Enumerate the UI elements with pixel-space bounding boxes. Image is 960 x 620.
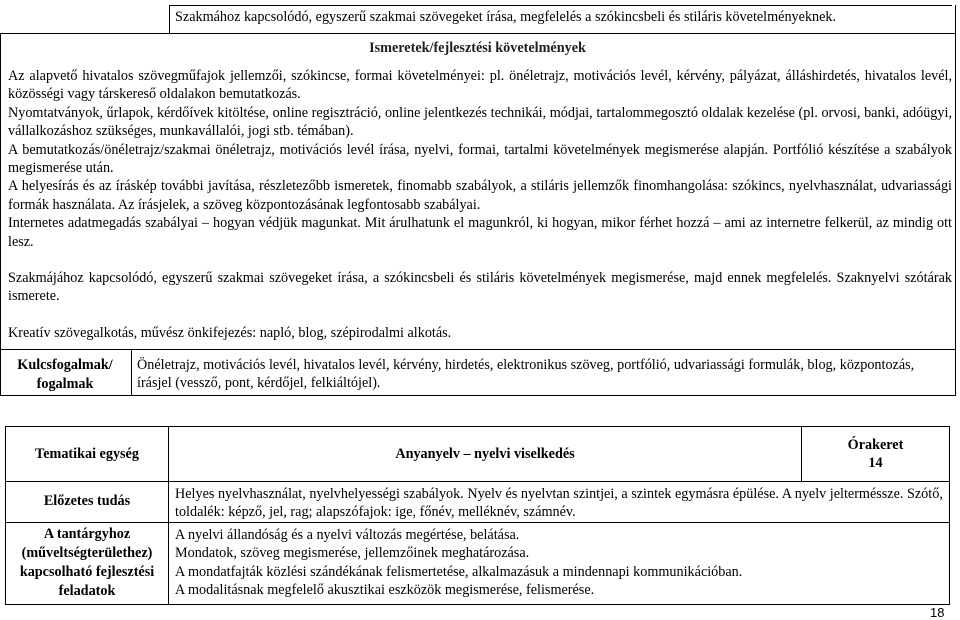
top-note-frame bbox=[169, 5, 952, 33]
thematic-label-cell bbox=[6, 427, 169, 482]
frame-right bbox=[955, 5, 956, 396]
paragraph-cv: A bemutatkozás/önéletrajz/szakmai önéletrajz, motivációs levél írása, nyelvi, formai, tartalmi követelmények megismerése alapján. Portfólió készítése a szabályok megismerése után. bbox=[8, 141, 952, 177]
paragraph-forms: Nyomtatványok, űrlapok, kérdőívek kitöltése, online regisztráció, online jelentkezés technikái, módjai, tartalommegosztó oldalak kezelése (pl. orvosi, banki, adóügyi, vállalkozáshoz szükséges, munkavállalói, jogi stb. témában). bbox=[8, 104, 952, 140]
paragraph-professional: Szakmájához kapcsolódó, egyszerű szakmai szövegeket írása, a szókincsbeli és stiláris követelmények megismerése, majd ennek megfelelés. Szaknyelvi szótárak ismerete. bbox=[8, 270, 952, 305]
top-note: Szakmához kapcsolódó, egyszerű szakmai szövegeket írása, megfelelés a szókincsbeli és stiláris követelményeknek. bbox=[175, 9, 837, 25]
goal-item: A nyelvi állandóság és a nyelvi változás megértése, belátása. bbox=[175, 526, 520, 543]
prereq-label-cell bbox=[6, 482, 169, 523]
keywords-rule bbox=[0, 349, 955, 350]
paragraph-genres: Az alapvető hivatalos szövegműfajok jellemzői, szókincse, formai követelményei: pl. önéletrajz, motivációs levél, kérvény, pályázat, álláshirdetés, hivatalos levél, közösségi vagy társkereső oldalakon bemutatkozás. bbox=[8, 68, 952, 103]
paragraph-creative: Kreatív szövegalkotás, művész önkifejezés: napló, blog, szépirodalmi alkotás. bbox=[8, 324, 452, 341]
paragraph-spelling: A helyesírás és az íráskép további javítása, részletezőbb ismeretek, finomabb szabályok, a stiláris jellemzők finomhangolása: szókincs, nyelvhasználat, udvariassági formák használata. Az írásjelek, a szöveg központozásának legfontosabb szabályai. bbox=[8, 178, 952, 213]
hours-label: Órakeret bbox=[847, 437, 904, 453]
frame-rule-top bbox=[0, 33, 955, 34]
prereq-label: Előzetes tudás bbox=[43, 493, 131, 510]
unit-title-cell bbox=[169, 427, 802, 482]
goals-cell bbox=[169, 522, 950, 604]
knowledge-body bbox=[8, 67, 952, 342]
unit-title: Anyanyelv – nyelvi viselkedés bbox=[395, 445, 575, 462]
goals-label: A tantárgyhoz (műveltségterülethez) kapcsolható fejlesztési feladatok bbox=[19, 526, 155, 600]
hours-value: 14 bbox=[868, 455, 883, 471]
keywords-divider bbox=[131, 349, 132, 395]
hours-cell bbox=[802, 427, 950, 482]
prereq-text: Helyes nyelvhasználat, nyelvhelyességi szabályok. Nyelv és nyelvtan szintjei, a szintek egymásra épülése. A nyelv jelterméssze. Szótő, toldalék: képző, jel, rag; alapszófajok: ige, főnév, melléknév, számnév. bbox=[175, 486, 943, 521]
page-number: 18 bbox=[930, 605, 945, 620]
keywords-text: Önéletrajz, motivációs levél, hivatalos levél, kérvény, hirdetés, elektronikus szöveg, portfólió, udvariassági formulák, blog, központozás, írásjel (vessző, pont, kérdőjel, felkiáltójel). bbox=[137, 357, 915, 392]
top-note-cell bbox=[170, 6, 953, 34]
keywords-label: Kulcsfogalmak/ fogalmak bbox=[17, 357, 113, 392]
thematic-label: Tematikai egység bbox=[35, 445, 139, 462]
unit-table bbox=[5, 426, 950, 605]
prereq-text-cell bbox=[169, 482, 950, 523]
paragraph-internet: Internetes adatmegadás szabályai – hogyan védjük magunkat. Mit árulhatunk el magunkról, ki hogyan, mikor férhet hozzá – ami az internetre felkerül, az mindig ott lesz. bbox=[8, 215, 952, 250]
goal-item: Mondatok, szöveg megismerése, jellemzőinek meghatározása. bbox=[175, 545, 530, 562]
goal-item: A mondatfajták közlési szándékának felismertetése, alkalmazásuk a mindennapi kommunikációban. bbox=[175, 563, 743, 580]
knowledge-heading: Ismeretek/fejlesztési követelmények bbox=[369, 40, 586, 56]
frame-left bbox=[0, 33, 1, 396]
goals-label-cell bbox=[6, 522, 169, 604]
goal-item: A modalitásnak megfelelő akusztikai eszközök megismerése, felismerése. bbox=[175, 582, 595, 599]
keywords-rule-bottom bbox=[0, 395, 955, 396]
